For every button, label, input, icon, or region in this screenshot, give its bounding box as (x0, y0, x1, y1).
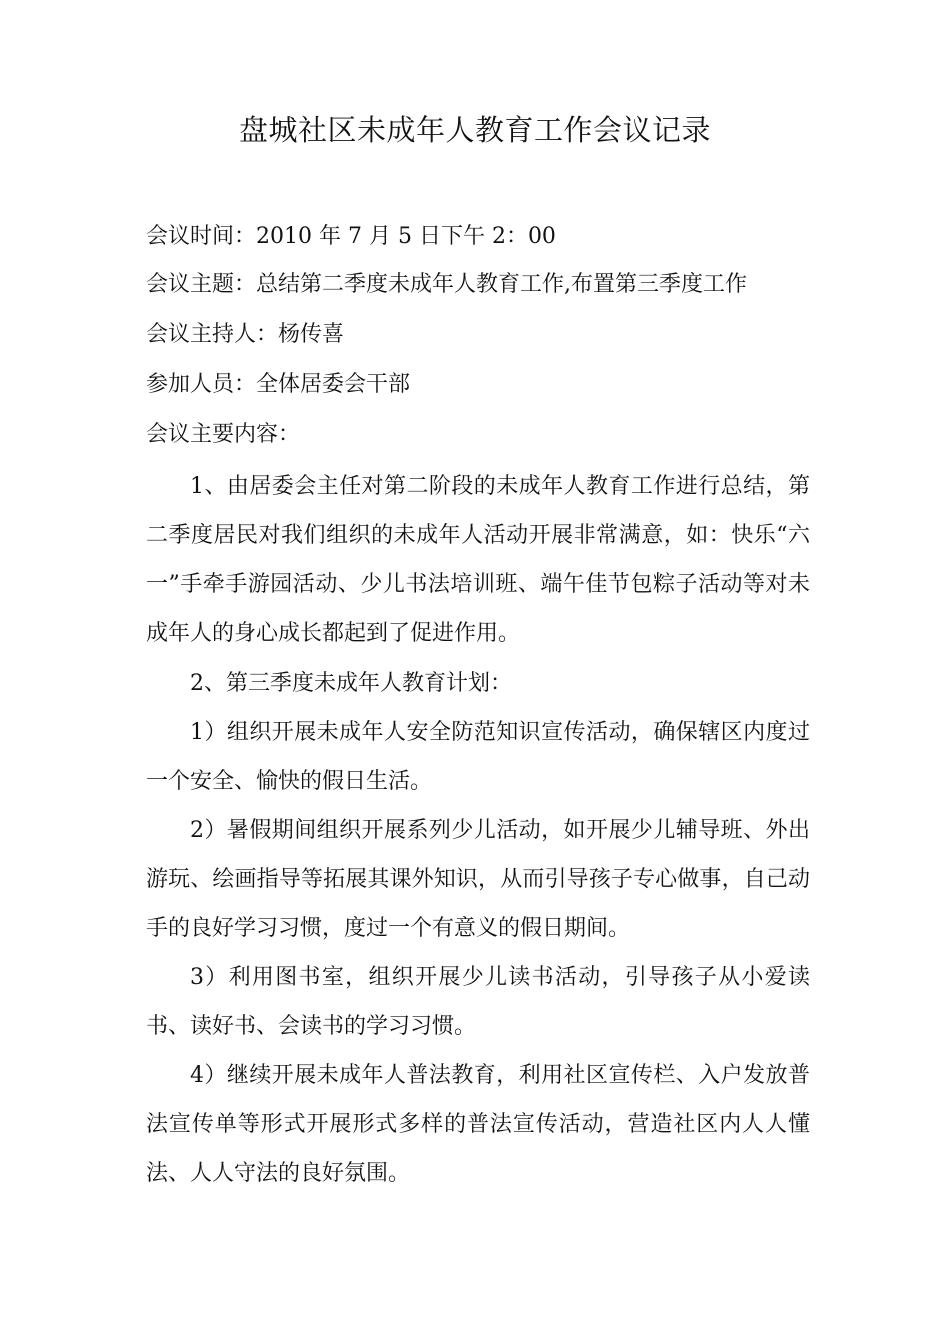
paragraph-5: 3）利用图书室，组织开展少儿读书活动，引导孩子从小爱读书、读好书、会读书的学习习惯。 (146, 965, 810, 1039)
meeting-time: 会议时间：2010 年 7 月 5 日下午 2：00 (146, 224, 556, 249)
paragraph-3: 1）组织开展未成年人安全防范知识宣传活动，确保辖区内度过一个安全、愉快的假日生活。 (146, 720, 810, 794)
paragraph-1: 1、由居委会主任对第二阶段的未成年人教育工作进行总结，第二季度居民对我们组织的未成年人活动开展非常满意，如：快乐“六一”手牵手游园活动、少儿书法培训班、端午佳节包粽子活动等对未成年人的身心成长都起到了促进作用。 (146, 474, 810, 646)
meeting-host: 会议主持人：杨传喜 (146, 322, 345, 347)
meeting-topic: 会议主题：总结第二季度未成年人教育工作,布置第三季度工作 (146, 272, 747, 297)
content-heading: 会议主要内容： (146, 422, 301, 447)
document-title: 盘城社区未成年人教育工作会议记录 (238, 113, 711, 147)
paragraph-2: 2、第三季度未成年人教育计划： (190, 671, 512, 696)
meeting-attendees: 参加人员：全体居委会干部 (146, 372, 411, 397)
paragraph-4: 2）暑假期间组织开展系列少儿活动，如开展少儿辅导班、外出游玩、绘画指导等拓展其课外知识，从而引导孩子专心做事，自己动手的良好学习习惯，度过一个有意义的假日期间。 (146, 818, 810, 941)
paragraph-6: 4）继续开展未成年人普法教育，利用社区宣传栏、入户发放普法宣传单等形式开展形式多样的普法宣传活动，营造社区内人人懂法、人人守法的良好氛围。 (146, 1063, 810, 1186)
